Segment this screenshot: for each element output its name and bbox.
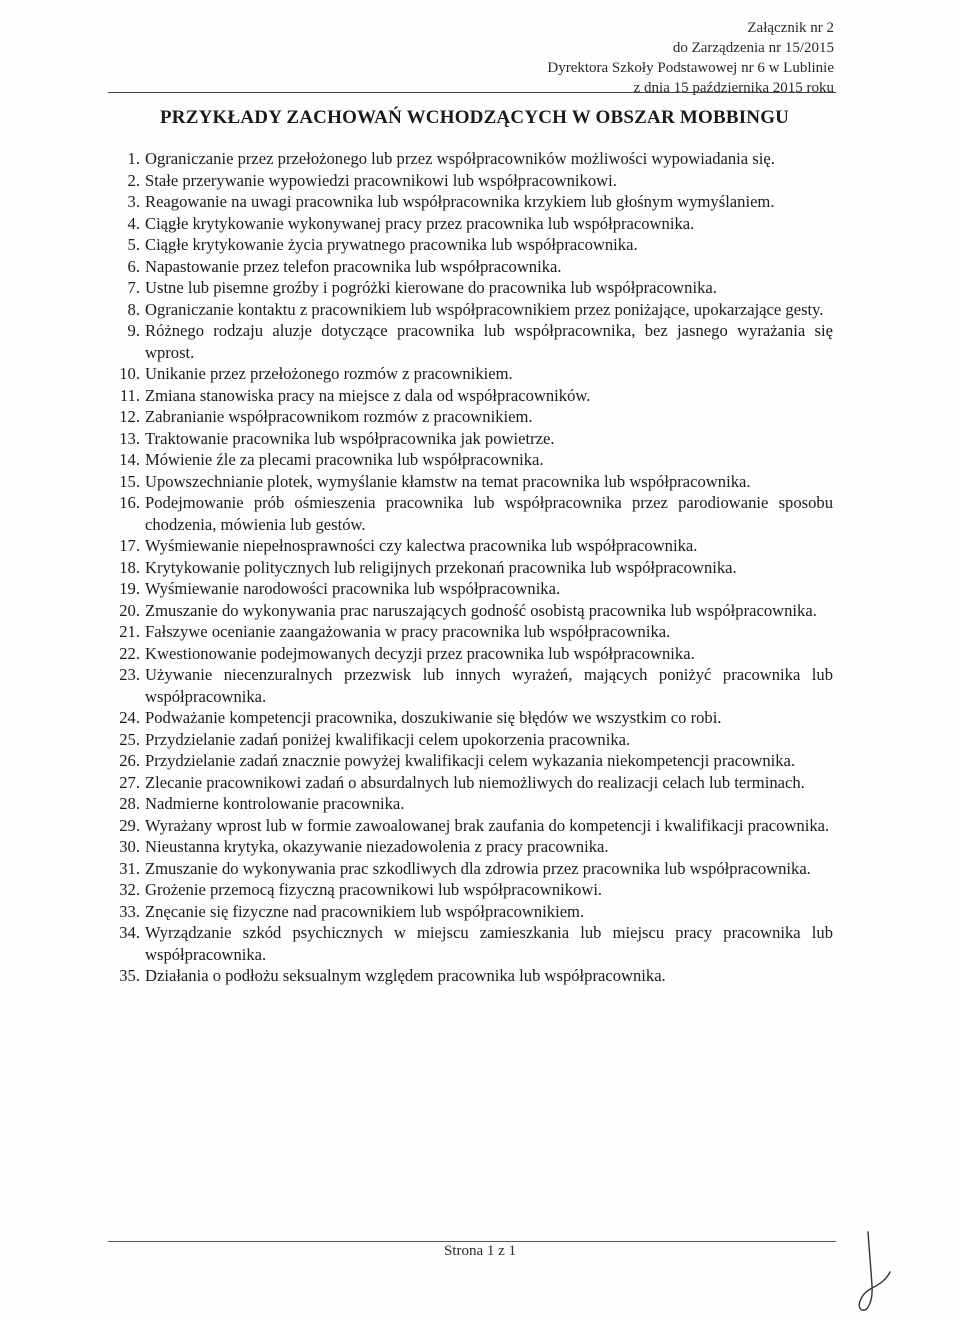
- list-item-number: 31.: [119, 858, 140, 878]
- list-item-number: 26.: [119, 751, 140, 770]
- list-item: [108, 170, 833, 192]
- header-divider: [108, 92, 836, 93]
- list-item: [108, 191, 833, 213]
- list-item-text: Reagowanie na uwagi pracownika lub współpracownika krzykiem lub głośnym wymyślaniem.: [145, 192, 775, 211]
- handwritten-initial: [838, 1228, 898, 1318]
- list-item-text: Fałszywe ocenianie zaangażowania w pracy pracownika lub współpracownika.: [145, 622, 671, 641]
- list-item-number: 5.: [127, 235, 140, 254]
- list-item-number: 34.: [119, 923, 140, 942]
- list-item-number: 21.: [119, 622, 140, 641]
- list-item: [108, 299, 833, 321]
- list-item: [108, 385, 833, 407]
- list-item-text: Nieustanna krytyka, okazywanie niezadowolenia z pracy pracownika.: [145, 837, 609, 856]
- list-item: [108, 406, 833, 428]
- list-item-text: Różnego rodzaju aluzje dotyczące pracownika lub współpracownika, bez jasnego wyrażania się wprost.: [145, 321, 833, 362]
- list-item: [108, 965, 833, 987]
- page-number: Strona 1 z 1: [443, 1243, 517, 1259]
- list-item-number: 35.: [119, 966, 140, 985]
- list-item-number: 23.: [119, 665, 140, 684]
- list-item: [108, 428, 833, 450]
- list-item-number: 18.: [119, 557, 140, 577]
- list-item-text: Mówienie źle za plecami pracownika lub współpracownika.: [145, 450, 544, 469]
- list-item-number: 8.: [127, 299, 140, 319]
- list-item-text: Traktowanie pracownika lub współpracownika jak powietrze.: [145, 428, 555, 448]
- list-item: [108, 600, 833, 622]
- list-item-text: Nadmierne kontrolowanie pracownika.: [145, 794, 405, 813]
- list-item-number: 6.: [127, 256, 140, 276]
- list-item: [108, 449, 833, 471]
- list-item-text: Stałe przerywanie wypowiedzi pracownikowi lub współpracownikowi.: [145, 170, 617, 190]
- list-item-text: Znęcanie się fizyczne nad pracownikiem lub współpracownikiem.: [145, 901, 585, 921]
- list-item-text: Upowszechnianie plotek, wymyślanie kłamstw na temat pracownika lub współpracownika.: [145, 471, 751, 491]
- header-line-annex: Załącznik nr 2: [747, 20, 834, 36]
- list-item-number: 4.: [127, 213, 140, 233]
- list-item-text: Napastowanie przez telefon pracownika lub współpracownika.: [145, 256, 562, 276]
- list-item-text: Ciągłe krytykowanie wykonywanej pracy przez pracownika lub współpracownika.: [145, 213, 695, 233]
- list-item: [108, 664, 833, 707]
- list-item-text: Zmiana stanowiska pracy na miejsce z dala od współpracowników.: [145, 385, 591, 405]
- list-item: [108, 621, 833, 643]
- list-item-text: Ustne lub pisemne groźby i pogróżki kierowane do pracownika lub współpracownika.: [145, 278, 717, 297]
- list-item-number: 28.: [119, 794, 140, 813]
- list-item: [108, 901, 833, 923]
- list-item: [108, 772, 833, 794]
- list-item-number: 30.: [119, 837, 140, 856]
- list-item-number: 25.: [119, 729, 140, 749]
- list-item: [108, 858, 833, 880]
- list-item-number: 11.: [119, 385, 140, 405]
- list-item-number: 27.: [119, 772, 140, 792]
- list-item-number: 22.: [119, 643, 140, 663]
- list-item-text: Podważanie kompetencji pracownika, doszukiwanie się błędów we wszystkim co robi.: [145, 708, 722, 727]
- list-item: [108, 557, 833, 579]
- list-item-text: Zmuszanie do wykonywania prac szkodliwych dla zdrowia przez pracownika lub współpracownika.: [145, 858, 811, 878]
- list-item-number: 10.: [119, 364, 140, 383]
- list-item-text: Wyrażany wprost lub w formie zawoalowanej brak zaufania do kompetencji i kwalifikacji pracownika.: [145, 815, 830, 835]
- list-item-number: 9.: [127, 321, 140, 340]
- list-item: [108, 922, 833, 965]
- list-item: [108, 320, 833, 363]
- header-line-date: z dnia 15 października 2015 roku: [633, 80, 834, 96]
- list-item-number: 1.: [127, 149, 140, 168]
- list-item-number: 20.: [119, 600, 140, 620]
- list-item: [108, 750, 833, 772]
- list-item: [108, 213, 833, 235]
- list-item-text: Przydzielanie zadań znacznie powyżej kwalifikacji celem wykazania niekompetencji pracownika.: [145, 751, 796, 770]
- list-item-number: 7.: [127, 278, 140, 297]
- list-item-number: 13.: [119, 428, 140, 448]
- list-item: [108, 707, 833, 729]
- list-item-text: Podejmowanie prób ośmieszenia pracownika lub współpracownika przez parodiowanie sposobu chodzenia, mówienia lub gestów.: [145, 493, 833, 534]
- header-line-director: Dyrektora Szkoły Podstawowej nr 6 w Lublinie: [547, 60, 834, 76]
- list-item: [108, 277, 833, 299]
- list-item: [108, 234, 833, 256]
- list-item-text: Zmuszanie do wykonywania prac naruszających godność osobistą pracownika lub współpracownika.: [145, 600, 817, 620]
- list-item-number: 24.: [119, 708, 140, 727]
- list-item-text: Zlecanie pracownikowi zadań o absurdalnych lub niemożliwych do realizacji celach lub terminach.: [145, 772, 805, 792]
- list-item: [108, 836, 833, 858]
- list-item: [108, 729, 833, 751]
- list-item: [108, 793, 833, 815]
- list-item-text: Zabranianie współpracownikom rozmów z pracownikiem.: [145, 407, 533, 426]
- document-header: [547, 18, 834, 98]
- list-item-number: 19.: [119, 579, 140, 598]
- list-item-number: 15.: [119, 471, 140, 491]
- list-item-text: Grożenie przemocą fizyczną pracownikowi lub współpracownikowi.: [145, 880, 603, 899]
- list-item-text: Ograniczanie kontaktu z pracownikiem lub współpracownikiem przez poniżające, upokarzające gesty.: [145, 299, 824, 319]
- list-item-text: Kwestionowanie podejmowanych decyzji przez pracownika lub współpracownika.: [145, 643, 695, 663]
- behavior-list: [108, 148, 833, 987]
- list-item-text: Używanie niecenzuralnych przezwisk lub innych wyrażeń, mających poniżyć pracownika lub współpracownika.: [145, 665, 833, 706]
- header-line-ordinance: do Zarządzenia nr 15/2015: [672, 40, 834, 56]
- list-item: [108, 256, 833, 278]
- list-item-text: Krytykowanie politycznych lub religijnych przekonań pracownika lub współpracownika.: [145, 557, 737, 577]
- list-item-text: Wyśmiewanie narodowości pracownika lub współpracownika.: [145, 579, 561, 598]
- list-item: [108, 363, 833, 385]
- list-item: [108, 815, 833, 837]
- footer-divider: [108, 1241, 836, 1242]
- list-item: [108, 471, 833, 493]
- list-item-text: Ograniczanie przez przełożonego lub przez współpracowników możliwości wypowiadania się.: [145, 149, 775, 168]
- list-item-number: 3.: [127, 192, 140, 211]
- list-item-number: 16.: [119, 493, 140, 512]
- list-item-number: 32.: [119, 880, 140, 899]
- list-item-text: Działania o podłożu seksualnym względem pracownika lub współpracownika.: [145, 966, 666, 985]
- list-item-text: Unikanie przez przełożonego rozmów z pracownikiem.: [145, 364, 513, 383]
- document-title: PRZYKŁADY ZACHOWAŃ WCHODZĄCYCH W OBSZAR MOBBINGU: [160, 107, 790, 128]
- list-item-text: Ciągłe krytykowanie życia prywatnego pracownika lub współpracownika.: [145, 235, 638, 254]
- list-item-number: 33.: [119, 901, 140, 921]
- list-item-number: 14.: [119, 450, 140, 469]
- list-item: [108, 578, 833, 600]
- list-item-number: 12.: [119, 407, 140, 426]
- list-item: [108, 492, 833, 535]
- list-item-text: Wyrządzanie szkód psychicznych w miejscu zamieszkania lub miejscu pracy pracownika lub współpracownika.: [145, 923, 833, 964]
- list-item: [108, 643, 833, 665]
- list-item-text: Przydzielanie zadań poniżej kwalifikacji celem upokorzenia pracownika.: [145, 729, 631, 749]
- list-item-number: 2.: [127, 170, 140, 190]
- list-item-number: 29.: [119, 815, 140, 835]
- list-item: [108, 879, 833, 901]
- list-item: [108, 148, 833, 170]
- list-item: [108, 535, 833, 557]
- list-item-text: Wyśmiewanie niepełnosprawności czy kalectwa pracownika lub współpracownika.: [145, 536, 698, 555]
- list-item-number: 17.: [119, 536, 140, 555]
